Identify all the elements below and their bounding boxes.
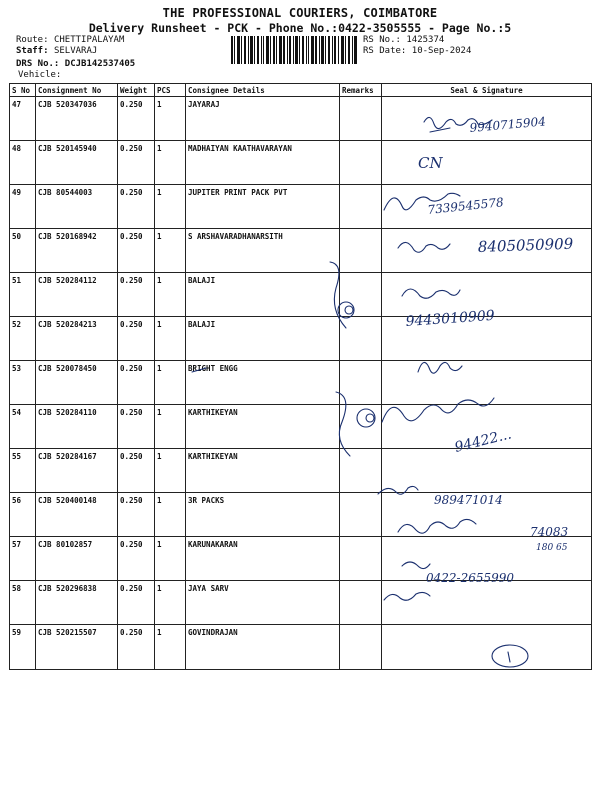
cell-weight: 0.250 [118, 537, 155, 581]
staff-line [16, 46, 97, 57]
table-row [10, 449, 592, 493]
route-label: Route: [16, 35, 49, 45]
signature-text-50: 8405050909 [477, 234, 574, 256]
col-header-pcs: PCS [155, 84, 186, 97]
cell-remarks [340, 141, 382, 185]
cell-remarks [340, 229, 382, 273]
cell-consignee: JUPITER PRINT PACK PVT [186, 185, 340, 229]
cell-sno: 59 [10, 625, 36, 670]
cell-remarks [340, 449, 382, 493]
table-row [10, 141, 592, 185]
barcode-image [231, 36, 357, 64]
cell-consignee: MADHAIYAN KAATHAVARAYAN [186, 141, 340, 185]
cell-sno: 47 [10, 97, 36, 141]
rs-date-line [363, 46, 471, 57]
cell-remarks [340, 273, 382, 317]
runsheet-table [9, 83, 592, 670]
cell-pcs: 1 [155, 229, 186, 273]
rs-date-label: RS Date: [363, 46, 407, 56]
cell-consignment-no: CJB 520284213 [36, 317, 118, 361]
cell-remarks [340, 317, 382, 361]
cell-pcs: 1 [155, 493, 186, 537]
cell-pcs: 1 [155, 625, 186, 670]
cell-sno: 56 [10, 493, 36, 537]
cell-weight: 0.250 [118, 141, 155, 185]
col-header-remarks: Remarks [340, 84, 382, 97]
cell-signature [382, 185, 592, 229]
cell-pcs: 1 [155, 405, 186, 449]
cell-consignee: BALAJI [186, 317, 340, 361]
cell-weight: 0.250 [118, 185, 155, 229]
vehicle-label: Vehicle: [18, 70, 62, 80]
cell-pcs: 1 [155, 185, 186, 229]
col-header-signature: Seal & Signature [382, 84, 592, 97]
cell-consignment-no: CJB 520215507 [36, 625, 118, 670]
cell-remarks [340, 185, 382, 229]
cell-pcs: 1 [155, 317, 186, 361]
cell-remarks [340, 97, 382, 141]
cell-pcs: 1 [155, 141, 186, 185]
table-row [10, 405, 592, 449]
rs-no-value: 1425374 [406, 35, 445, 45]
cell-sno: 55 [10, 449, 36, 493]
cell-pcs: 1 [155, 273, 186, 317]
drs-value: DCJB142537405 [64, 59, 136, 69]
cell-weight: 0.250 [118, 493, 155, 537]
cell-consignment-no: CJB 520284110 [36, 405, 118, 449]
signature-text-55: 94422... [453, 426, 514, 456]
cell-weight: 0.250 [118, 625, 155, 670]
cell-pcs: 1 [155, 449, 186, 493]
vehicle-line [18, 70, 61, 81]
cell-consignment-no: CJB 520168942 [36, 229, 118, 273]
cell-signature [382, 141, 592, 185]
cell-signature [382, 537, 592, 581]
cell-weight: 0.250 [118, 449, 155, 493]
cell-weight: 0.250 [118, 97, 155, 141]
runsheet-subtitle: Delivery Runsheet - PCK - Phone No.:0422-3505555 - Page No.:5 [88, 21, 512, 35]
drs-line [16, 59, 135, 70]
cell-consignee: KARUNAKARAN [186, 537, 340, 581]
route-value: CHETTIPALAYAM [53, 35, 125, 45]
cell-consignment-no: CJB 520284112 [36, 273, 118, 317]
route-line [16, 35, 124, 46]
table-row [10, 493, 592, 537]
rs-date-value: 10-Sep-2024 [411, 46, 472, 56]
cell-signature [382, 405, 592, 449]
staff-label: Staff: [16, 46, 49, 56]
cell-remarks [340, 537, 382, 581]
cell-sno: 51 [10, 273, 36, 317]
cell-consignee: 3R PACKS [186, 493, 340, 537]
cell-weight: 0.250 [118, 361, 155, 405]
signature-text-47: 9940715904 [469, 114, 547, 135]
table-row [10, 317, 592, 361]
cell-signature [382, 449, 592, 493]
signature-text-48: CN [418, 154, 443, 172]
table-row [10, 273, 592, 317]
cell-consignment-no: CJB 520284167 [36, 449, 118, 493]
cell-pcs: 1 [155, 537, 186, 581]
cell-weight: 0.250 [118, 229, 155, 273]
signature-text-58: 0422-2655990 [426, 571, 515, 585]
table-row [10, 625, 592, 670]
cell-weight: 0.250 [118, 273, 155, 317]
drs-label: DRS No.: [16, 59, 60, 69]
col-header-consignee: Consignee Details [186, 84, 340, 97]
cell-sno: 48 [10, 141, 36, 185]
table-row [10, 185, 592, 229]
cell-pcs: 1 [155, 97, 186, 141]
table-row [10, 97, 592, 141]
signature-text-52: 9443010909 [405, 307, 496, 330]
cell-sno: 52 [10, 317, 36, 361]
cell-signature [382, 273, 592, 317]
cell-signature [382, 581, 592, 625]
rs-no-label: RS No.: [363, 35, 401, 45]
cell-weight: 0.250 [118, 405, 155, 449]
cell-weight: 0.250 [118, 581, 155, 625]
company-title: THE PROFESSIONAL COURIERS, COIMBATORE [162, 6, 438, 20]
cell-consignee: KARTHIKEYAN [186, 405, 340, 449]
cell-consignee: JAYARAJ [186, 97, 340, 141]
cell-sno: 58 [10, 581, 36, 625]
table-row [10, 229, 592, 273]
cell-signature [382, 229, 592, 273]
cell-sno: 50 [10, 229, 36, 273]
table-row [10, 581, 592, 625]
cell-remarks [340, 581, 382, 625]
signature-text-57b: 180 65 [536, 543, 568, 553]
signature-text-49: 7339545578 [426, 195, 505, 217]
cell-pcs: 1 [155, 361, 186, 405]
cell-remarks [340, 405, 382, 449]
cell-remarks [340, 361, 382, 405]
cell-signature [382, 361, 592, 405]
cell-signature [382, 97, 592, 141]
cell-consignment-no: CJB 520145940 [36, 141, 118, 185]
staff-value: SELVARAJ [53, 46, 98, 56]
cell-sno: 57 [10, 537, 36, 581]
col-header-consignment: Consignment No [36, 84, 118, 97]
cell-consignee: JAYA SARV [186, 581, 340, 625]
cell-signature [382, 625, 592, 670]
cell-sno: 54 [10, 405, 36, 449]
signature-text-57: 74083 [530, 525, 569, 539]
cell-consignee: BALAJI [186, 273, 340, 317]
cell-consignment-no: CJB 80544003 [36, 185, 118, 229]
table-header-row [10, 84, 592, 97]
cell-consignee: S ARSHAVARADHANARSITH [186, 229, 340, 273]
table-row [10, 361, 592, 405]
cell-remarks [340, 493, 382, 537]
cell-remarks [340, 625, 382, 670]
cell-consignment-no: CJB 80102857 [36, 537, 118, 581]
cell-sno: 53 [10, 361, 36, 405]
col-header-weight: Weight [118, 84, 155, 97]
cell-consignment-no: CJB 520078450 [36, 361, 118, 405]
cell-sno: 49 [10, 185, 36, 229]
cell-signature [382, 493, 592, 537]
signature-text-56: 989471014 [434, 493, 503, 507]
cell-weight: 0.250 [118, 317, 155, 361]
cell-pcs: 1 [155, 581, 186, 625]
cell-consignee: GOVINDRAJAN [186, 625, 340, 670]
cell-consignment-no: CJB 520400148 [36, 493, 118, 537]
cell-consignee: BRIGHT ENGG [186, 361, 340, 405]
rs-no-line [363, 35, 444, 46]
cell-consignment-no: CJB 520296838 [36, 581, 118, 625]
cell-consignment-no: CJB 520347036 [36, 97, 118, 141]
cell-signature [382, 317, 592, 361]
cell-consignee: KARTHIKEYAN [186, 449, 340, 493]
col-header-sno: S No [10, 84, 36, 97]
table-row [10, 537, 592, 581]
